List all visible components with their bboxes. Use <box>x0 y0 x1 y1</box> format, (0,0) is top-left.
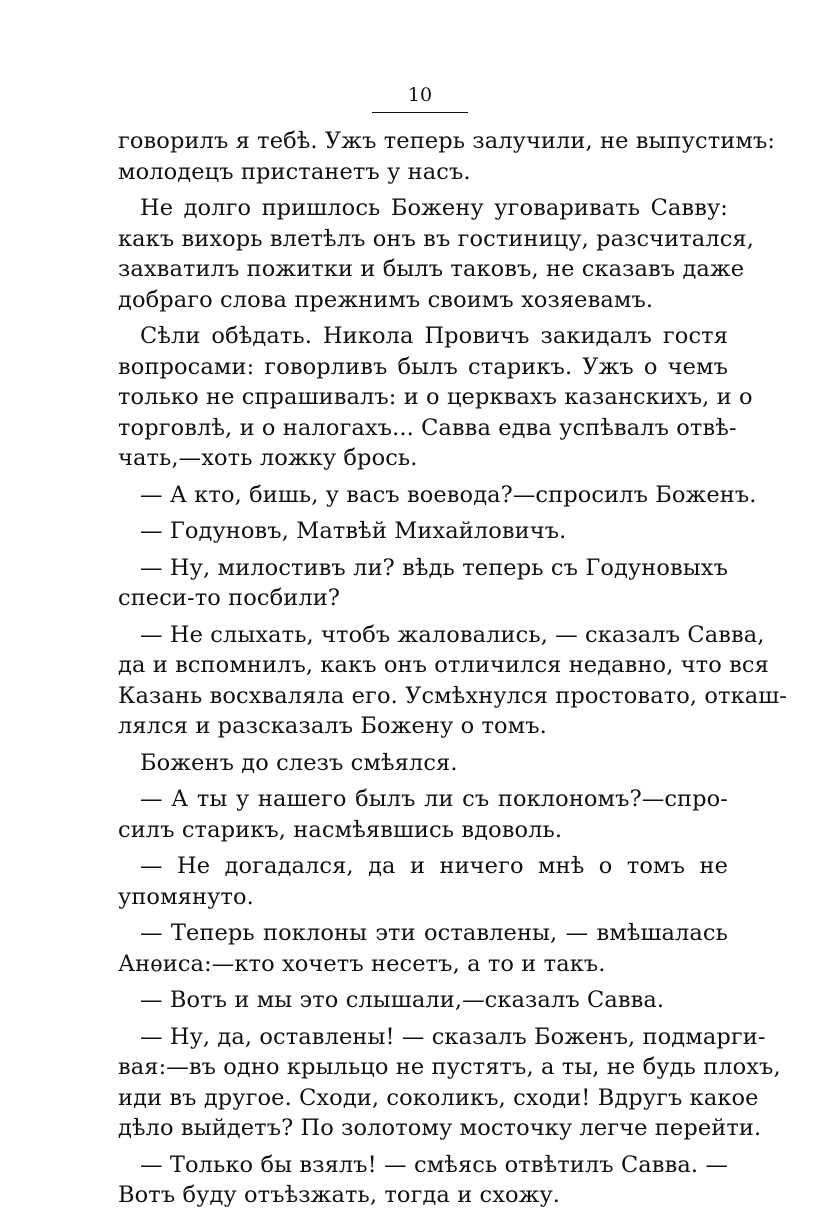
text-line: да и вспомнилъ, какъ онъ отличился недавно, что вся <box>118 652 769 678</box>
text-line: захватилъ пожитки и былъ таковъ, не сказавъ даже <box>118 256 745 282</box>
text-line: силъ старикъ, насмѣявшись вдоволь. <box>118 816 563 843</box>
text-line: упомянуто. <box>118 883 254 910</box>
paragraph <box>118 784 728 845</box>
text-line: Казань восхваляла его. Усмѣхнулся простовато, откаш- <box>118 682 788 709</box>
text-line: дѣло выйдетъ? По золотому мосточку легче перейти. <box>118 1115 762 1141</box>
text-line: чать,—хоть ложку брось. <box>118 445 418 471</box>
text-line: торговлѣ, и о налогахъ... Савва едва успѣвалъ отвѣ- <box>118 414 737 441</box>
text-line: — Вотъ и мы это слышали,—сказалъ Савва. <box>140 987 665 1013</box>
text-line: только не спрашивалъ: и о церквахъ казанскихъ, и о <box>118 384 753 410</box>
paragraph <box>118 851 728 912</box>
text-line: — Не догадался, да и ничего мнѣ о томъ не <box>140 853 728 879</box>
text-line: молодецъ пристанетъ у насъ. <box>118 158 471 185</box>
text-line: Боженъ до слезъ смѣялся. <box>140 749 458 776</box>
text-line: вопросами: говорливъ былъ старикъ. Ужъ о чемъ <box>118 353 728 380</box>
paragraph <box>118 553 728 614</box>
text-line: — Только бы взялъ! — смѣясь отвѣтилъ Савва. — <box>140 1151 728 1178</box>
text-line: Вотъ буду отъѣзжать, тогда и схожу. <box>118 1182 561 1208</box>
text-line: какъ вихорь влетѣлъ онъ въ гостиницу, разсчитался, <box>118 225 754 252</box>
paragraph <box>118 126 776 187</box>
paragraph <box>118 321 753 474</box>
text-line: иди въ другое. Сходи, соколикъ, сходи! Вдругъ какое <box>118 1084 759 1111</box>
body-text <box>118 126 788 1217</box>
text-line: вая:—въ одно крыльцо не пустятъ, а ты, не будь плохъ, <box>118 1054 781 1080</box>
paragraph <box>118 193 754 315</box>
paragraph <box>118 480 757 511</box>
page-number: 10 <box>372 84 468 113</box>
text-line: добраго слова прежнимъ своимъ хозяевамъ. <box>118 286 654 313</box>
text-line: — Теперь поклоны эти оставлены, — вмѣшалась <box>140 920 728 946</box>
text-line: — Ну, милостивъ ли? вѣдь теперь съ Годуновыхъ <box>140 554 728 581</box>
text-line: Не долго пришлось Божену уговаривать Савву: <box>140 195 728 221</box>
paragraph <box>118 748 728 779</box>
paragraph <box>118 918 728 979</box>
text-line: — А ты у нашего былъ ли съ поклономъ?—спро- <box>140 786 728 812</box>
text-line: Анѳиса:—кто хочетъ несетъ, а то и такъ. <box>118 950 606 977</box>
paragraph <box>118 1022 781 1144</box>
paragraph <box>118 985 728 1016</box>
paragraph <box>118 620 788 742</box>
text-line: — А кто, бишь, у васъ воевода?—спросилъ Боженъ. <box>140 481 757 508</box>
text-line: — Годуновъ, Матвѣй Михайловичъ. <box>140 518 567 544</box>
text-line: спеси-то посбили? <box>118 585 340 611</box>
paragraph <box>118 516 728 547</box>
paragraph <box>118 1150 728 1211</box>
text-line: говорилъ я тебѣ. Ужъ теперь залучили, не выпустимъ: <box>118 128 776 154</box>
text-line: Сѣли обѣдать. Никола Провичъ закидалъ гостя <box>140 323 728 349</box>
text-line: — Ну, да, оставлены! — сказалъ Боженъ, подмарги- <box>140 1023 766 1050</box>
text-line: — Не слыхать, чтобъ жаловались, — сказалъ Савва, <box>140 621 765 648</box>
text-line: лялся и разсказалъ Божену о томъ. <box>118 713 547 739</box>
